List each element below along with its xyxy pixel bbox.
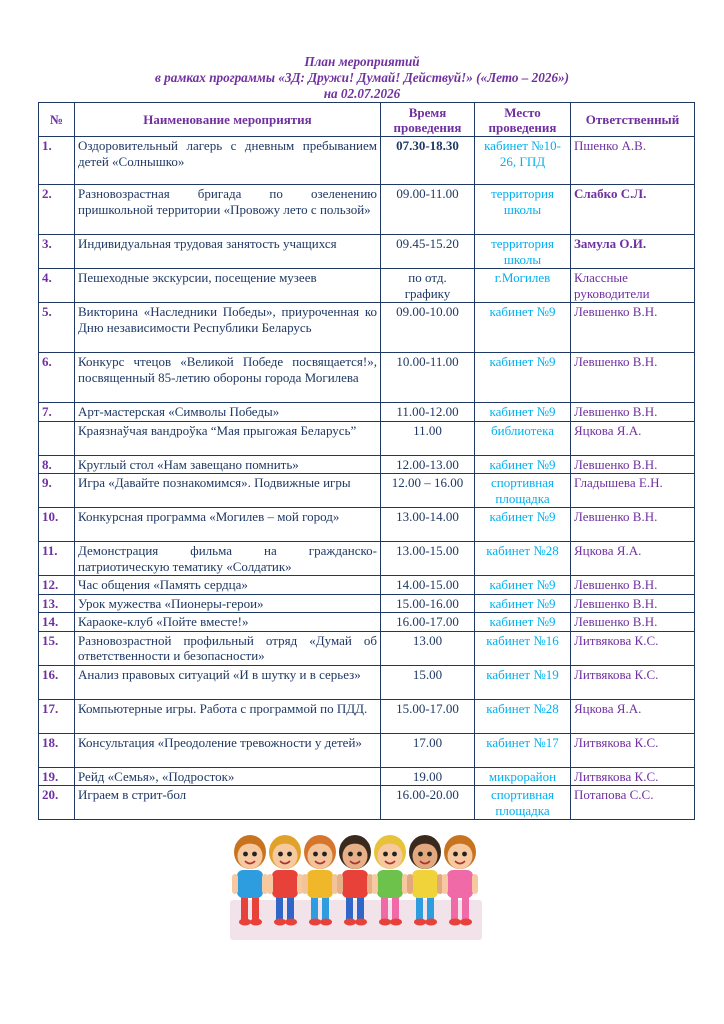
table-row bbox=[39, 235, 695, 269]
row-number: 6. bbox=[39, 353, 75, 403]
table-row bbox=[39, 421, 695, 455]
event-place: кабинет №28 bbox=[475, 542, 571, 576]
event-name: Анализ правовых ситуаций «И в шутку и в серьез» bbox=[75, 665, 381, 699]
event-name: Круглый стол «Нам завещано помнить» bbox=[75, 455, 381, 474]
header-event-name: Наименование мероприятия bbox=[75, 103, 381, 137]
event-place: кабинет №9 bbox=[475, 403, 571, 422]
event-responsible: Потапова С.С. bbox=[571, 786, 695, 820]
row-number: 16. bbox=[39, 665, 75, 699]
event-place: кабинет №9 bbox=[475, 508, 571, 542]
event-time: 12.00 – 16.00 bbox=[381, 474, 475, 508]
table-row bbox=[39, 474, 695, 508]
event-name: Конкурс чтецов «Великой Победе посвящается!», посвященный 85-летию обороны города Могилева bbox=[75, 353, 381, 403]
event-place: кабинет №9 bbox=[475, 303, 571, 353]
table-row bbox=[39, 665, 695, 699]
event-responsible: Классные руководители bbox=[571, 269, 695, 303]
event-place: кабинет №9 bbox=[475, 353, 571, 403]
row-number: 15. bbox=[39, 631, 75, 665]
event-responsible: Левшенко В.Н. bbox=[571, 508, 695, 542]
event-responsible: Левшенко В.Н. bbox=[571, 613, 695, 632]
event-name: Конкурсная программа «Могилев – мой город» bbox=[75, 508, 381, 542]
event-name: Рейд «Семья», «Подросток» bbox=[75, 767, 381, 786]
plan-title: План мероприятий bbox=[304, 54, 420, 69]
event-time: 15.00-17.00 bbox=[381, 699, 475, 733]
row-number: 5. bbox=[39, 303, 75, 353]
event-place: библиотека bbox=[475, 421, 571, 455]
event-place: кабинет №9 bbox=[475, 594, 571, 613]
event-place: территория школы bbox=[475, 235, 571, 269]
event-time: 10.00-11.00 bbox=[381, 353, 475, 403]
table-row bbox=[39, 631, 695, 665]
row-number: 1. bbox=[39, 137, 75, 185]
event-time: 12.00-13.00 bbox=[381, 455, 475, 474]
table-row bbox=[39, 508, 695, 542]
table-row bbox=[39, 185, 695, 235]
event-responsible: Левшенко В.Н. bbox=[571, 594, 695, 613]
row-number: 14. bbox=[39, 613, 75, 632]
row-number: 8. bbox=[39, 455, 75, 474]
event-responsible: Левшенко В.Н. bbox=[571, 353, 695, 403]
event-name: Индивидуальная трудовая занятость учащихся bbox=[75, 235, 381, 269]
table-row bbox=[39, 699, 695, 733]
event-responsible: Левшенко В.Н. bbox=[571, 303, 695, 353]
event-time: 13.00-15.00 bbox=[381, 542, 475, 576]
row-number bbox=[39, 421, 75, 455]
event-time: 13.00-14.00 bbox=[381, 508, 475, 542]
event-place: микрорайон bbox=[475, 767, 571, 786]
row-number: 20. bbox=[39, 786, 75, 820]
table-row bbox=[39, 576, 695, 595]
event-place: территория школы bbox=[475, 185, 571, 235]
table-row bbox=[39, 353, 695, 403]
event-time: 15.00-16.00 bbox=[381, 594, 475, 613]
event-name: Урок мужества «Пионеры-герои» bbox=[75, 594, 381, 613]
event-name: Разновозрастная бригада по озеленению пришкольной территории «Провожу лето с пользой» bbox=[75, 185, 381, 235]
row-number: 18. bbox=[39, 733, 75, 767]
event-responsible: Яцкова Я.А. bbox=[571, 542, 695, 576]
event-name: Викторина «Наследники Победы», приуроченная ко Дню независимости Республики Беларусь bbox=[75, 303, 381, 353]
event-name: Караоке-клуб «Пойте вместе!» bbox=[75, 613, 381, 632]
event-place: спортивная площадка bbox=[475, 474, 571, 508]
event-name: Час общения «Память сердца» bbox=[75, 576, 381, 595]
event-time: 17.00 bbox=[381, 733, 475, 767]
event-responsible: Гладышева Е.Н. bbox=[571, 474, 695, 508]
event-name: Пешеходные экскурсии, посещение музеев bbox=[75, 269, 381, 303]
event-place: кабинет №10-26, ГПД bbox=[475, 137, 571, 185]
plan-date: на 02.07.2026 bbox=[323, 86, 401, 101]
event-time: по отд. графику bbox=[381, 269, 475, 303]
event-time: 11.00 bbox=[381, 421, 475, 455]
table-row bbox=[39, 613, 695, 632]
row-number: 10. bbox=[39, 508, 75, 542]
header-place: Место проведения bbox=[475, 103, 571, 137]
header-number: № bbox=[39, 103, 75, 137]
row-number: 12. bbox=[39, 576, 75, 595]
event-responsible: Литвякова К.С. bbox=[571, 733, 695, 767]
row-number: 11. bbox=[39, 542, 75, 576]
table-row bbox=[39, 733, 695, 767]
event-name: Арт-мастерская «Символы Победы» bbox=[75, 403, 381, 422]
row-number: 13. bbox=[39, 594, 75, 613]
table-row bbox=[39, 767, 695, 786]
event-name: Консультация «Преодоление тревожности у детей» bbox=[75, 733, 381, 767]
event-time: 19.00 bbox=[381, 767, 475, 786]
event-name: Оздоровительный лагерь с дневным пребыванием детей «Солнышко» bbox=[75, 137, 381, 185]
event-responsible: Левшенко В.Н. bbox=[571, 576, 695, 595]
event-place: г.Могилев bbox=[475, 269, 571, 303]
event-responsible: Яцкова Я.А. bbox=[571, 699, 695, 733]
event-time: 16.00-20.00 bbox=[381, 786, 475, 820]
event-responsible: Литвякова К.С. bbox=[571, 665, 695, 699]
event-time: 07.30-18.30 bbox=[381, 137, 475, 185]
event-time: 14.00-15.00 bbox=[381, 576, 475, 595]
table-row bbox=[39, 455, 695, 474]
event-time: 15.00 bbox=[381, 665, 475, 699]
row-number: 7. bbox=[39, 403, 75, 422]
event-name: Разновозрастной профильный отряд «Думай об ответственности и безопасности» bbox=[75, 631, 381, 665]
event-name: Играем в стрит-бол bbox=[75, 786, 381, 820]
table-row bbox=[39, 542, 695, 576]
event-responsible: Яцкова Я.А. bbox=[571, 421, 695, 455]
table-row bbox=[39, 137, 695, 185]
row-number: 19. bbox=[39, 767, 75, 786]
events-table bbox=[38, 102, 695, 820]
event-responsible: Левшенко В.Н. bbox=[571, 455, 695, 474]
event-name: Компьютерные игры. Работа с программой по ПДД. bbox=[75, 699, 381, 733]
table-row bbox=[39, 594, 695, 613]
event-time: 09.00-10.00 bbox=[381, 303, 475, 353]
event-responsible: Слабко С.Л. bbox=[571, 185, 695, 235]
event-name: Демонстрация фильма на гражданско-патриотическую тематику «Солдатик» bbox=[75, 542, 381, 576]
event-place: кабинет №9 bbox=[475, 576, 571, 595]
event-time: 16.00-17.00 bbox=[381, 613, 475, 632]
event-responsible: Левшенко В.Н. bbox=[571, 403, 695, 422]
event-place: кабинет №9 bbox=[475, 613, 571, 632]
event-responsible: Замула О.И. bbox=[571, 235, 695, 269]
program-subtitle: в рамках программы «3Д: Дружи! Думай! Действуй!» («Лето – 2026») bbox=[154, 70, 570, 85]
bench bbox=[230, 900, 482, 940]
row-number: 9. bbox=[39, 474, 75, 508]
event-place: кабинет №16 bbox=[475, 631, 571, 665]
event-responsible: Пшенко А.В. bbox=[571, 137, 695, 185]
table-row bbox=[39, 269, 695, 303]
row-number: 4. bbox=[39, 269, 75, 303]
event-time: 09.45-15.20 bbox=[381, 235, 475, 269]
event-name: Игра «Давайте познакомимся». Подвижные игры bbox=[75, 474, 381, 508]
table-row bbox=[39, 303, 695, 353]
event-responsible: Литвякова К.С. bbox=[571, 631, 695, 665]
row-number: 17. bbox=[39, 699, 75, 733]
event-place: кабинет №17 bbox=[475, 733, 571, 767]
event-responsible: Литвякова К.С. bbox=[571, 767, 695, 786]
row-number: 3. bbox=[39, 235, 75, 269]
event-time: 11.00-12.00 bbox=[381, 403, 475, 422]
table-row bbox=[39, 403, 695, 422]
event-time: 13.00 bbox=[381, 631, 475, 665]
header-time: Время проведения bbox=[381, 103, 475, 137]
table-row bbox=[39, 786, 695, 820]
event-place: кабинет №9 bbox=[475, 455, 571, 474]
children-illustration bbox=[228, 828, 484, 940]
event-place: кабинет №28 bbox=[475, 699, 571, 733]
row-number: 2. bbox=[39, 185, 75, 235]
event-place: спортивная площадка bbox=[475, 786, 571, 820]
event-time: 09.00-11.00 bbox=[381, 185, 475, 235]
event-name: Краязнаўчая вандроўка “Мая прыгожая Беларусь” bbox=[75, 421, 381, 455]
header-responsible: Ответственный bbox=[571, 103, 695, 137]
event-place: кабинет №19 bbox=[475, 665, 571, 699]
